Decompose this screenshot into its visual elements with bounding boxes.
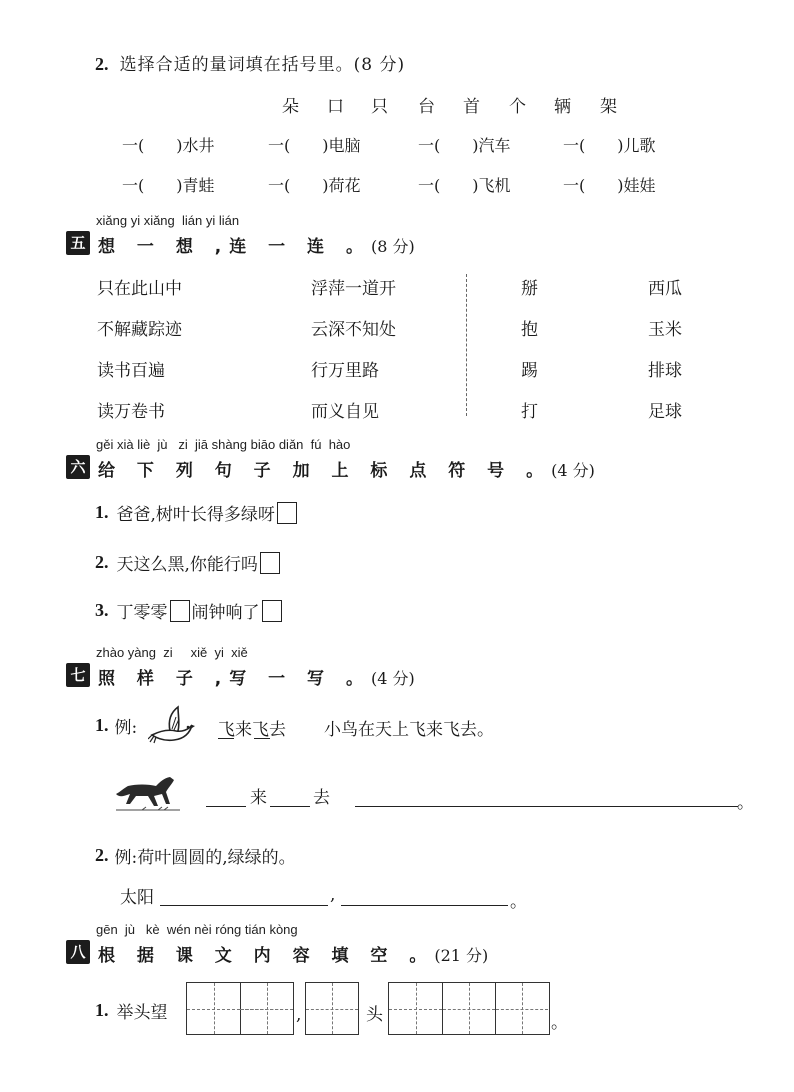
poem-left-line[interactable]: 读万卷书 — [97, 402, 165, 422]
punct-sentence: 天这么黑,你能行吗 — [116, 555, 258, 575]
poem-left-line[interactable]: 读书百遍 — [97, 361, 165, 381]
verb-column — [521, 274, 538, 438]
tianzi-cell[interactable] — [187, 983, 240, 1034]
poem-right-line[interactable]: 云深不知处 — [311, 320, 396, 340]
section8-pinyin: gēn jù kè wén nèi róng tián kòng — [96, 922, 298, 937]
tianzi-cell[interactable] — [495, 983, 548, 1034]
section6-title-text: 给 下 列 句 子 加 上 标 点 符 号 。 — [98, 461, 552, 481]
punct-sentence: 丁零零 — [116, 603, 168, 623]
section7-pinyin: zhào yàng zi xiě yi xiě — [96, 645, 248, 660]
poem-prompt: 举头望 — [116, 1003, 168, 1023]
fill-item-1 — [95, 998, 168, 1023]
section8-badge: 八 — [66, 940, 90, 964]
tianzi-grid-2[interactable] — [305, 982, 359, 1035]
example1-underline-2 — [254, 738, 270, 739]
poem-right-line[interactable]: 行万里路 — [311, 361, 379, 381]
section6-badge: 六 — [66, 455, 90, 479]
item-number: 2. — [95, 845, 109, 865]
fill-item[interactable]: 一( )青蛙 — [122, 176, 215, 195]
section5-title — [98, 232, 415, 257]
tianzi-cell[interactable] — [240, 983, 293, 1034]
blank-line[interactable] — [270, 806, 310, 807]
verb-item[interactable]: 踢 — [521, 361, 538, 381]
fill-item[interactable]: 一( )儿歌 — [563, 136, 656, 155]
word-bank-item: 台 — [418, 97, 435, 117]
noun-item[interactable]: 足球 — [648, 402, 682, 422]
blank-line[interactable] — [341, 905, 508, 906]
tianzi-grid-1b[interactable] — [240, 982, 294, 1035]
example2-row — [95, 843, 296, 868]
tianzi-cell[interactable] — [306, 983, 358, 1034]
word-bank-item: 辆 — [554, 97, 571, 117]
q2-fill-row-2 — [0, 173, 794, 197]
punct-item-1 — [95, 500, 297, 525]
word-bank-item: 个 — [509, 97, 526, 117]
punct-answer-box[interactable] — [262, 600, 282, 622]
fill-item[interactable]: 一( )电脑 — [268, 136, 361, 155]
fill-item[interactable]: 一( )水井 — [122, 136, 215, 155]
verb-item[interactable]: 掰 — [521, 279, 538, 299]
example2-start: 太阳 — [120, 888, 154, 908]
bird-icon — [148, 705, 196, 747]
example1-word: 飞来飞去 — [218, 720, 286, 740]
poem-right-line[interactable]: 而义自见 — [311, 402, 379, 422]
tianzi-grid-3[interactable] — [388, 982, 550, 1035]
word-bank-item: 首 — [463, 97, 480, 117]
poem-char: 头 — [366, 1005, 383, 1025]
q2-fill-row-1 — [0, 133, 794, 157]
poem-left-column — [97, 274, 182, 438]
section6-pinyin: gěi xià liè jù zi jiā shàng biāo diǎn fú hào — [96, 437, 351, 452]
poem-right-line[interactable]: 浮萍一道开 — [311, 279, 396, 299]
punct-answer-box[interactable] — [170, 600, 190, 622]
tianzi-cell[interactable] — [442, 983, 495, 1034]
q2-title: 选择合适的量词填在括号里。(8 分) — [119, 55, 406, 75]
section7-title — [98, 664, 415, 689]
punct-item-3 — [95, 598, 282, 623]
horse-icon — [114, 774, 182, 814]
section7-badge: 七 — [66, 663, 90, 687]
word-bank-item: 架 — [600, 97, 617, 117]
blank-line[interactable] — [160, 905, 328, 906]
punct-sentence: 爸爸,树叶长得多绿呀 — [116, 505, 275, 525]
poem-right-column — [311, 274, 396, 438]
item-number: 2. — [95, 552, 109, 572]
sentence-end-mark: 。 — [551, 1013, 568, 1033]
section5-badge: 五 — [66, 231, 90, 255]
punct-sentence: 闹钟响了 — [191, 603, 260, 623]
punct-answer-box[interactable] — [260, 552, 280, 574]
q2-word-bank — [0, 92, 794, 116]
poem-left-line[interactable]: 只在此山中 — [97, 279, 182, 299]
sentence-answer-line[interactable] — [355, 806, 738, 807]
item-number: 1. — [95, 714, 109, 735]
example-label: 例: — [114, 717, 138, 738]
sentence-end-mark: 。 — [737, 793, 754, 813]
example1-underline-1 — [218, 738, 234, 739]
sentence-end-mark: 。 — [510, 892, 527, 912]
q2-number: 2. — [95, 54, 109, 74]
section5-score: (8 分) — [370, 237, 415, 256]
comma-mark: , — [296, 1005, 302, 1025]
comma-mark: , — [330, 885, 336, 905]
section8-title — [98, 941, 488, 966]
punct-item-2 — [95, 550, 280, 575]
section8-score: (21 分) — [434, 946, 489, 965]
section6-title — [98, 456, 595, 481]
example-label: 例:荷叶圆圆的,绿绿的。 — [114, 848, 296, 868]
example1-sentence: 小鸟在天上飞来飞去。 — [324, 720, 494, 740]
fill-item[interactable]: 一( )娃娃 — [563, 176, 656, 195]
template-char-qu: 去 — [313, 788, 330, 808]
section7-title-text: 照 样 子 ,写 一 写 。 — [98, 669, 371, 689]
noun-column — [648, 274, 682, 438]
word-bank-item: 只 — [371, 97, 388, 117]
word-bank-item: 口 — [327, 97, 344, 117]
poem-left-line[interactable]: 不解藏踪迹 — [97, 320, 182, 340]
section7-score: (4 分) — [370, 669, 415, 688]
section5-title-text: 想 一 想 ,连 一 连 。 — [98, 237, 371, 257]
fill-item[interactable]: 一( )荷花 — [268, 176, 361, 195]
noun-item[interactable]: 玉米 — [648, 320, 682, 340]
example1-row — [95, 712, 137, 738]
word-bank-item: 朵 — [282, 97, 299, 117]
noun-item[interactable]: 排球 — [648, 361, 682, 381]
column-divider — [466, 274, 467, 416]
verb-item[interactable]: 抱 — [521, 320, 538, 340]
punct-answer-box[interactable] — [277, 502, 297, 524]
template-char-lai: 来 — [250, 788, 267, 808]
section5-pinyin: xiǎng yi xiǎng lián yi lián — [96, 213, 240, 228]
noun-item[interactable]: 西瓜 — [648, 279, 682, 299]
blank-line[interactable] — [206, 806, 246, 807]
fill-item[interactable]: 一( )飞机 — [418, 176, 511, 195]
item-number: 1. — [95, 1000, 109, 1020]
item-number: 3. — [95, 600, 109, 620]
section8-title-text: 根 据 课 文 内 容 填 空 。 — [98, 946, 435, 966]
q2-header — [95, 50, 405, 75]
tianzi-cell[interactable] — [389, 983, 442, 1034]
section6-score: (4 分) — [551, 461, 595, 480]
verb-item[interactable]: 打 — [521, 402, 538, 422]
item-number: 1. — [95, 502, 109, 522]
fill-item[interactable]: 一( )汽车 — [418, 136, 511, 155]
